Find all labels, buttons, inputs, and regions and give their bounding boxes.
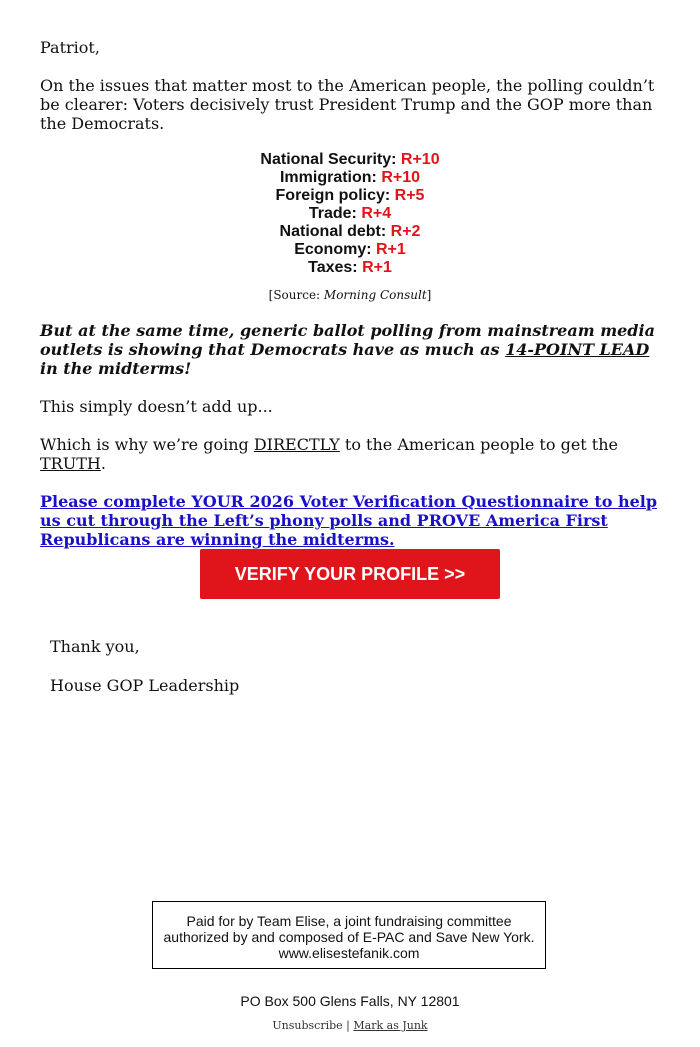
stat-value: R+4 (361, 205, 392, 222)
polling-stats (40, 151, 660, 277)
source-citation (40, 288, 660, 302)
questionnaire-link[interactable]: Please complete YOUR 2026 Voter Verification Questionnaire to help us cut through the Left’s phony polls and PROVE America First Republicans are winning the midterms. (40, 492, 658, 549)
stat-value: R+1 (376, 241, 406, 258)
source-suffix: ] (426, 288, 432, 302)
verify-profile-button[interactable]: VERIFY YOUR PROFILE >> (200, 549, 500, 599)
footer-separator: | (346, 1019, 350, 1032)
greeting: Patriot, (40, 38, 100, 57)
unsubscribe-link[interactable]: Unsubscribe (272, 1019, 343, 1032)
email-body (40, 38, 660, 549)
directly-text-3: . (100, 454, 106, 473)
stat-value: R+2 (390, 223, 421, 240)
stat-value: R+5 (394, 187, 425, 204)
directly-paragraph (40, 435, 660, 473)
thanks-text: Thank you, (50, 637, 140, 656)
disclaimer-text: Paid for by Team Elise, a joint fundraising committee authorized by and composed of E-PAC and Save New York. (163, 913, 535, 945)
footer-links (0, 1019, 700, 1032)
signature: House GOP Leadership (50, 676, 240, 695)
directly-text-1: Which is why we’re going (40, 435, 254, 454)
directly-word: DIRECTLY (253, 435, 340, 454)
stat-label: National Security: (260, 151, 401, 168)
stat-label: Taxes: (308, 259, 363, 276)
stat-value: R+1 (362, 259, 392, 276)
stat-value: R+10 (381, 169, 421, 186)
mark-as-junk-link[interactable]: Mark as Junk (353, 1019, 428, 1032)
stat-value: R+10 (400, 151, 440, 168)
mailing-address: PO Box 500 Glens Falls, NY 12801 (240, 993, 460, 1009)
paid-for-disclaimer (152, 901, 546, 969)
stat-label: Immigration: (279, 169, 382, 186)
directly-text-2: to the American people to get the (339, 435, 619, 454)
doesnt-add-up-paragraph: This simply doesn’t add up... (40, 397, 273, 416)
stat-label: Foreign policy: (275, 187, 395, 204)
stat-label: Economy: (294, 241, 376, 258)
stat-line (40, 205, 660, 223)
source-prefix: [Source: (268, 288, 324, 302)
lead-emphasis: 14-POINT LEAD (505, 340, 650, 359)
stat-line (40, 259, 660, 277)
stat-line (40, 223, 660, 241)
stat-line (40, 151, 660, 169)
ballot-text-2: in the midterms! (40, 359, 192, 378)
truth-word: TRUTH (40, 454, 101, 473)
source-name: Morning Consult (323, 288, 427, 302)
stat-line (40, 241, 660, 259)
stat-label: National debt: (279, 223, 391, 240)
stat-line (40, 187, 660, 205)
website-text: www.elisestefanik.com (278, 945, 420, 961)
intro-paragraph: On the issues that matter most to the American people, the polling couldn’t be clearer: Voters decisively trust President Trump and the GOP more than the Democrats. (40, 76, 655, 133)
ballot-polling-paragraph (40, 321, 660, 378)
stat-label: Trade: (308, 205, 362, 222)
stat-line (40, 169, 660, 187)
ballot-text-1: But at the same time, generic ballot polling from mainstream media outlets is showing that Democrats have as much as (40, 321, 655, 359)
questionnaire-paragraph (40, 492, 660, 549)
